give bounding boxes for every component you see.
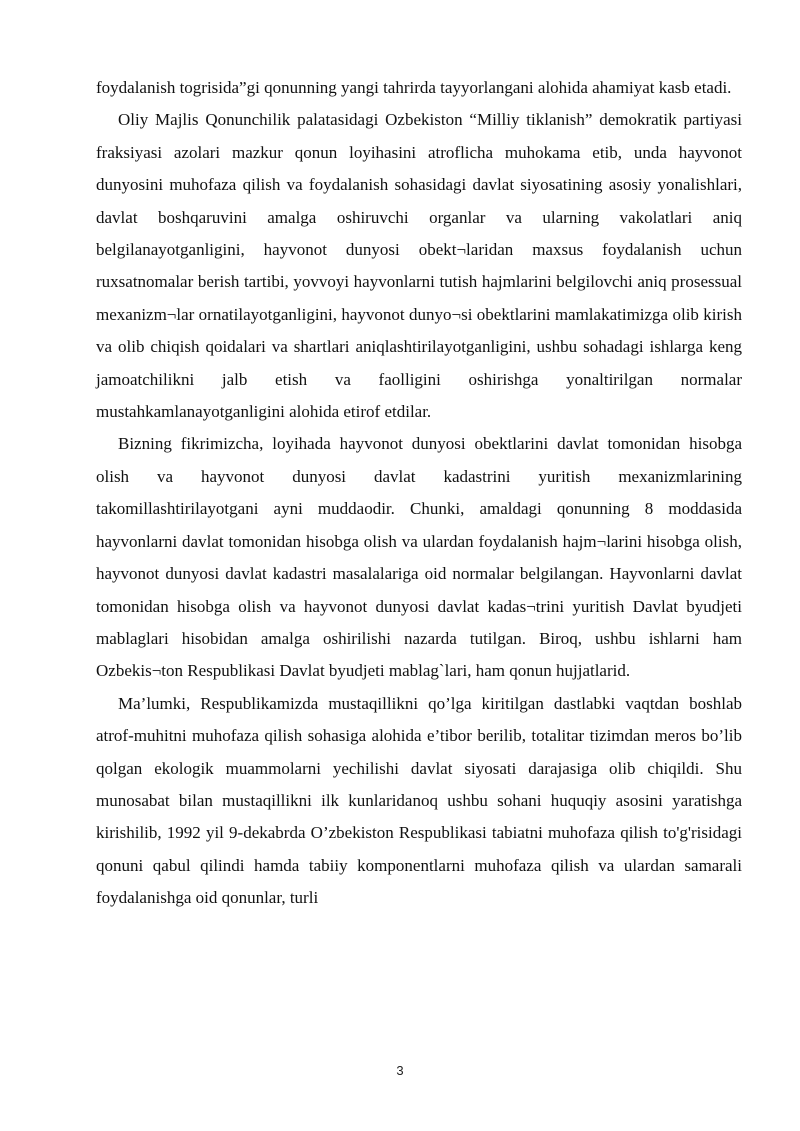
paragraph-opinion: Bizning fikrimizcha, loyihada hayvonot dunyosi obektlarini davlat tomonidan hisobga olish va hayvonot dunyosi davlat kadastrini yuritish mexanizmlarining takomillashtirilayotgani ayni muddaodir. Chunki, amaldagi qonunning 8 moddasida hayvonlarni davlat tomonidan hisobga olish va ulardan foydalanish hajm¬larini hisobga olish, hayvonot dunyosi davlat kadastri masalalariga oid normalar belgilangan. Hayvonlarni davlat tomonidan hisobga olish va hayvonot dunyosi davlat kadas¬trini yuritish Davlat byudjeti mablaglari hisobidan amalga oshirilishi nazarda tutilgan. Biroq, ushbu ishlarni ham Ozbekis¬ton Respublikasi Davlat byudjeti mablag`lari, ham qonun hujjatlarid.: [96, 434, 742, 681]
paragraph-independence: Ma’lumki, Respublikamizda mustaqillikni qo’lga kiritilgan dastlabki vaqtdan boshlab atrof-muhitni muhofaza qilish sohasiga alohida e’tibor berilib, totalitar tizimdan meros bo’lib qolgan ekologik muammolarni yechilishi davlat siyosati darajasiga olib chiqildi. Shu munosabat bilan mustaqillikni ilk kunlaridanoq ushbu sohani huquqiy asosini yaratishga kirishilib, 1992 yil 9-dekabrda O’zbekiston Respublikasi tabiatni muhofaza qilish to'g'risidagi qonuni qabul qilindi hamda tabiiy komponentlarni muhofaza qilish va ulardan samarali foydalanishga oid qonunlar, turli: [96, 693, 742, 908]
page-number: 3: [396, 1063, 404, 1078]
paragraph-fraction-discussion: Oliy Majlis Qonunchilik palatasidagi Ozbekiston “Milliy tiklanish” demokratik partiyasi fraksiyasi azolari mazkur qonun loyihasini atroflicha muhokama etib, unda hayvonot dunyosini muhofaza qilish va foydalanish sohasidagi davlat siyosatining asosiy yonalishlari, davlat boshqaruvini amalga oshiruvchi organlar va ularning vakolatlari aniq belgilanayotganligini, hayvonot dunyosi obekt¬laridan maxsus foydalanish uchun ruxsatnomalar berish tartibi, yovvoyi hayvonlarni tutish hajmlarini belgilovchi aniq prosessual mexanizm¬lar ornatilayotganligini, hayvonot dunyo¬si obektlarini mamlakatimizga olib kirish va olib chiqish qoidalari va shartlari aniqlashtirilayotganligini, ushbu sohadagi ishlarga keng jamoatchilikni jalb etish va faolligini oshirishga yonaltirilgan normalar mustahkamlanayotganligini alohida etirof etdilar.: [96, 110, 742, 422]
paragraph-continuation: foydalanish togrisida”gi qonunning yangi tahrirda tayyorlangani alohida ahamiyat kasb etadi.: [96, 78, 732, 97]
document-body: [96, 72, 742, 915]
